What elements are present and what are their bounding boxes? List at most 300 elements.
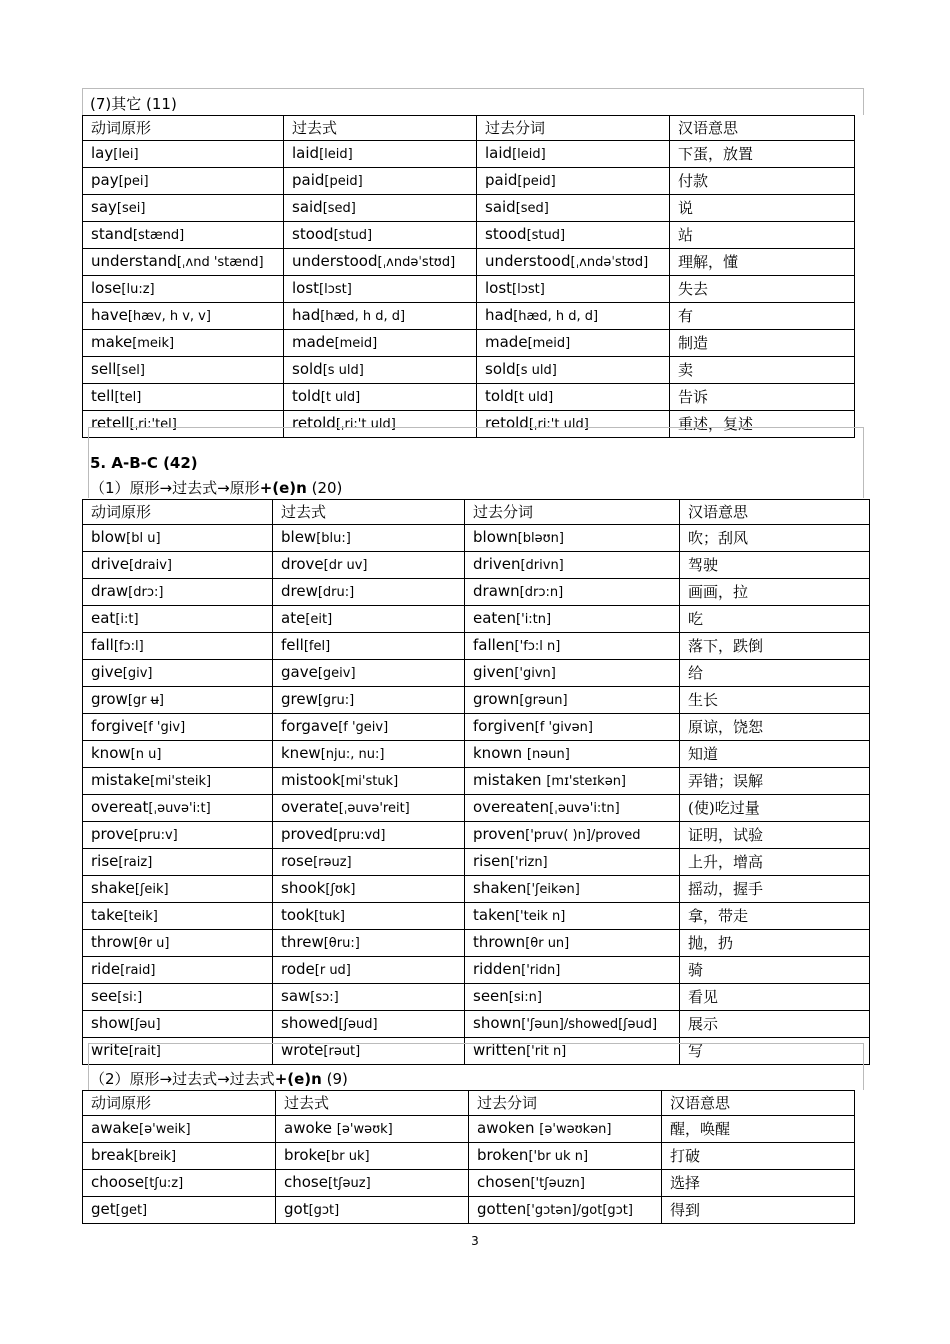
word: drawn <box>473 582 520 600</box>
past-participle-cell <box>465 822 680 849</box>
word: get <box>91 1200 116 1218</box>
chinese-meaning-cell: 说 <box>670 195 855 222</box>
word: throw <box>91 933 134 951</box>
word: grew <box>281 690 318 708</box>
table-row <box>83 687 870 714</box>
phonetic: [fel] <box>303 639 331 654</box>
word: ate <box>281 609 306 627</box>
phonetic: [sed] <box>322 201 356 216</box>
word: thrown <box>473 933 526 951</box>
phonetic: [tʃəuz] <box>327 1176 371 1191</box>
phonetic: [gɔt] <box>308 1203 340 1218</box>
past-participle-cell <box>465 930 680 957</box>
past-participle-cell <box>477 168 670 195</box>
table-row <box>83 357 855 384</box>
word: taken <box>473 906 515 924</box>
chinese-meaning-cell: (使)吃过量 <box>680 795 870 822</box>
word: write <box>91 1041 129 1059</box>
past-participle-cell <box>465 903 680 930</box>
phonetic: [get] <box>115 1203 148 1218</box>
chinese-meaning-cell: 制造 <box>670 330 855 357</box>
base-form-cell <box>83 822 273 849</box>
table-row <box>83 579 870 606</box>
base-form-cell <box>83 384 284 411</box>
phonetic: [ˌəuvə'i:t] <box>148 801 211 816</box>
sub2-heading: （2）原形→过去式→过去式+(e)n (9) <box>90 1070 348 1088</box>
word: awoken <box>477 1119 540 1137</box>
base-form-cell <box>83 903 273 930</box>
phonetic: [pei] <box>118 174 149 189</box>
phonetic: [si:n] <box>508 990 542 1005</box>
section7-frame <box>82 88 864 115</box>
past-participle-cell <box>465 741 680 768</box>
phonetic: [raiz] <box>118 855 153 870</box>
phonetic: [s uld] <box>322 363 364 378</box>
phonetic: [stænd] <box>132 228 185 243</box>
chinese-meaning-cell: 告诉 <box>670 384 855 411</box>
phonetic: [drivn] <box>520 558 564 573</box>
word: gotten <box>477 1200 527 1218</box>
past-tense-cell <box>273 552 465 579</box>
phonetic: [hæd, h d, d] <box>513 309 599 324</box>
phonetic: [i:t] <box>115 612 139 627</box>
word: drive <box>91 555 129 573</box>
base-form-cell <box>83 714 273 741</box>
word: shook <box>281 879 326 897</box>
table-row <box>83 525 870 552</box>
past-tense-cell <box>284 384 477 411</box>
base-form-cell <box>83 357 284 384</box>
word: lose <box>91 279 122 297</box>
chinese-meaning-cell: 知道 <box>680 741 870 768</box>
table-row <box>83 768 870 795</box>
phonetic: [fɔ:l] <box>113 639 144 654</box>
word: overate <box>281 798 339 816</box>
phonetic: ['br uk n] <box>528 1149 589 1164</box>
word: prove <box>91 825 134 843</box>
past-tense-cell <box>273 660 465 687</box>
phonetic: [θru:] <box>323 936 360 951</box>
chinese-meaning-cell: 画画，拉 <box>680 579 870 606</box>
phonetic: [drɔ:n] <box>519 585 564 600</box>
word: understood <box>485 252 571 270</box>
chinese-meaning-cell: 驾驶 <box>680 552 870 579</box>
page-number: 3 <box>471 1234 479 1248</box>
past-participle-cell <box>477 222 670 249</box>
column-header: 过去式 <box>284 116 477 141</box>
section5-title: 5. A-B-C (42) <box>90 454 198 472</box>
phonetic: [s uld] <box>515 363 557 378</box>
base-form-cell <box>83 930 273 957</box>
word: ridden <box>473 960 522 978</box>
word: shake <box>91 879 135 897</box>
base-form-cell <box>83 141 284 168</box>
chinese-meaning-cell: 弄错；误解 <box>680 768 870 795</box>
phonetic: [dr uv] <box>323 558 368 573</box>
word: awoke <box>284 1119 337 1137</box>
chinese-meaning-cell: 卖 <box>670 357 855 384</box>
word: told <box>485 387 514 405</box>
column-header: 汉语意思 <box>680 500 870 525</box>
word: gave <box>281 663 318 681</box>
past-tense-cell <box>273 876 465 903</box>
column-header: 动词原形 <box>83 116 284 141</box>
phonetic: [stud] <box>333 228 373 243</box>
phonetic: [br uk] <box>325 1149 370 1164</box>
phonetic: [hæv, h v, v] <box>127 309 211 324</box>
word: lay <box>91 144 114 162</box>
past-participle-cell <box>477 384 670 411</box>
base-form-cell <box>83 687 273 714</box>
phonetic: [t uld] <box>513 390 554 405</box>
past-tense-cell <box>273 984 465 1011</box>
word: rode <box>281 960 315 978</box>
phonetic: [gr ʉ] <box>127 693 164 708</box>
base-form-cell <box>83 1170 276 1197</box>
phonetic: [leid] <box>319 147 353 162</box>
word: laid <box>485 144 513 162</box>
past-participle-cell <box>477 276 670 303</box>
word: laid <box>292 144 320 162</box>
phonetic: ['fɔ:l n] <box>514 639 561 654</box>
past-participle-cell <box>465 687 680 714</box>
table-row <box>83 876 870 903</box>
phonetic: [stud] <box>526 228 566 243</box>
word: proved <box>281 825 334 843</box>
chinese-meaning-cell: 付款 <box>670 168 855 195</box>
chinese-meaning-cell: 吃 <box>680 606 870 633</box>
word: stood <box>292 225 334 243</box>
column-header: 动词原形 <box>83 1091 276 1116</box>
word: saw <box>281 987 311 1005</box>
word: told <box>292 387 321 405</box>
base-form-cell <box>83 633 273 660</box>
word: known <box>473 744 527 762</box>
phonetic: [pru:vd] <box>333 828 386 843</box>
past-tense-cell <box>284 141 477 168</box>
past-tense-cell <box>273 957 465 984</box>
column-header: 汉语意思 <box>670 116 855 141</box>
word: retold <box>485 414 529 432</box>
word: break <box>91 1146 134 1164</box>
phonetic: [lei] <box>113 147 139 162</box>
base-form-cell <box>83 768 273 795</box>
past-tense-cell <box>284 357 477 384</box>
phonetic: ['pruv( )n]/proved <box>525 828 641 843</box>
word: mistake <box>91 771 151 789</box>
table-row <box>83 276 855 303</box>
word: broke <box>284 1146 326 1164</box>
past-tense-cell <box>284 222 477 249</box>
phonetic: [rəut] <box>323 1044 361 1059</box>
phonetic: [eit] <box>305 612 333 627</box>
phonetic: [rəuz] <box>313 855 352 870</box>
word: retold <box>292 414 336 432</box>
chinese-meaning-cell: 摇动，握手 <box>680 876 870 903</box>
base-form-cell <box>83 1197 276 1224</box>
table-row <box>83 552 870 579</box>
chinese-meaning-cell: 站 <box>670 222 855 249</box>
phonetic: [drɔ:] <box>128 585 164 600</box>
table-row <box>83 957 870 984</box>
phonetic: [f 'geiv] <box>338 720 389 735</box>
word: tell <box>91 387 115 405</box>
word: make <box>91 333 133 351</box>
word: shaken <box>473 879 527 897</box>
base-form-cell <box>83 249 284 276</box>
chinese-meaning-cell: 骑 <box>680 957 870 984</box>
phonetic: [ə'wəʊkən] <box>539 1122 612 1137</box>
phonetic: [mɪ'steɪkən] <box>546 774 627 789</box>
base-form-cell <box>83 957 273 984</box>
chinese-meaning-cell: 吹；刮风 <box>680 525 870 552</box>
chinese-meaning-cell: 看见 <box>680 984 870 1011</box>
word: paid <box>485 171 518 189</box>
chinese-meaning-cell: 落下，跌倒 <box>680 633 870 660</box>
column-header: 过去分词 <box>469 1091 662 1116</box>
past-participle-cell <box>465 876 680 903</box>
chinese-meaning-cell: 证明，试验 <box>680 822 870 849</box>
word: say <box>91 198 117 216</box>
phonetic: [sel] <box>116 363 145 378</box>
word: grown <box>473 690 520 708</box>
phonetic: [ˌri:'tel] <box>129 417 177 432</box>
table-row <box>83 1197 855 1224</box>
word: had <box>292 306 321 324</box>
word: took <box>281 906 314 924</box>
past-participle-cell <box>465 552 680 579</box>
phonetic: [meid] <box>334 336 378 351</box>
phonetic: [f 'giv] <box>143 720 186 735</box>
chinese-meaning-cell: 理解，懂 <box>670 249 855 276</box>
past-participle-cell <box>465 606 680 633</box>
past-tense-cell <box>284 276 477 303</box>
word: stood <box>485 225 527 243</box>
phonetic: [sei] <box>116 201 146 216</box>
word: said <box>485 198 516 216</box>
phonetic: [meik] <box>132 336 175 351</box>
base-form-cell <box>83 525 273 552</box>
past-participle-cell <box>477 357 670 384</box>
word: paid <box>292 171 325 189</box>
word: understood <box>292 252 378 270</box>
word: eat <box>91 609 116 627</box>
past-tense-cell <box>273 930 465 957</box>
word: lost <box>292 279 320 297</box>
phonetic: [breik] <box>133 1149 177 1164</box>
phonetic: [mi'stuk] <box>340 774 399 789</box>
base-form-cell <box>83 552 273 579</box>
table-row <box>83 1011 870 1038</box>
past-participle-cell <box>465 795 680 822</box>
phonetic: ['ʃəun]/showed[ʃəud] <box>521 1017 658 1032</box>
base-form-cell <box>83 330 284 357</box>
past-participle-cell <box>477 141 670 168</box>
word: have <box>91 306 128 324</box>
chinese-meaning-cell: 失去 <box>670 276 855 303</box>
phonetic: ['tʃəuzn] <box>530 1176 585 1191</box>
word: proven <box>473 825 526 843</box>
column-header: 汉语意思 <box>662 1091 855 1116</box>
table-row <box>83 741 870 768</box>
table-row <box>83 795 870 822</box>
phonetic: [ʃʊk] <box>325 882 356 897</box>
chinese-meaning-cell: 原谅，饶恕 <box>680 714 870 741</box>
chinese-meaning-cell: 给 <box>680 660 870 687</box>
phonetic: [hæd, h d, d] <box>320 309 406 324</box>
phonetic: [θr un] <box>525 936 570 951</box>
chinese-meaning-cell: 下蛋，放置 <box>670 141 855 168</box>
chinese-meaning-cell: 写 <box>680 1038 870 1065</box>
phonetic: [grəun] <box>519 693 568 708</box>
table-header-row <box>83 1091 855 1116</box>
past-tense-cell <box>273 903 465 930</box>
word: pay <box>91 171 119 189</box>
word: mistook <box>281 771 341 789</box>
base-form-cell <box>83 741 273 768</box>
phonetic: ['gɔtən]/got[gɔt] <box>526 1203 633 1218</box>
chinese-meaning-cell: 重述，复述 <box>670 411 855 438</box>
column-header: 过去分词 <box>465 500 680 525</box>
phonetic: [ə'weik] <box>139 1122 191 1137</box>
phonetic: [raid] <box>120 963 156 978</box>
table-row <box>83 195 855 222</box>
past-tense-cell <box>273 741 465 768</box>
phonetic: ['givn] <box>514 666 556 681</box>
phonetic: [meid] <box>527 336 571 351</box>
chinese-meaning-cell: 得到 <box>662 1197 855 1224</box>
phonetic: [si:] <box>117 990 143 1005</box>
table-row <box>83 222 855 249</box>
past-tense-cell <box>273 714 465 741</box>
word: given <box>473 663 515 681</box>
phonetic: [ˌəuvə'i:tn] <box>549 801 620 816</box>
past-participle-cell <box>465 768 680 795</box>
past-participle-cell <box>465 984 680 1011</box>
past-tense-cell <box>276 1116 469 1143</box>
word: shown <box>473 1014 522 1032</box>
phonetic: [ˌʌndəˈstʊd] <box>570 255 649 270</box>
word: show <box>91 1014 130 1032</box>
word: threw <box>281 933 324 951</box>
word: had <box>485 306 514 324</box>
table-row <box>83 1116 855 1143</box>
phonetic: ['teik n] <box>514 909 566 924</box>
column-header: 过去式 <box>273 500 465 525</box>
base-form-cell <box>83 195 284 222</box>
word: eaten <box>473 609 517 627</box>
chinese-meaning-cell: 有 <box>670 303 855 330</box>
phonetic: [sɔ:] <box>310 990 339 1005</box>
base-form-cell <box>83 168 284 195</box>
base-form-cell <box>83 1011 273 1038</box>
base-form-cell <box>83 276 284 303</box>
phonetic: [lɔst] <box>512 282 545 297</box>
word: overeat <box>91 798 149 816</box>
phonetic: [leid] <box>512 147 546 162</box>
base-form-cell <box>83 660 273 687</box>
word: drove <box>281 555 324 573</box>
chinese-meaning-cell: 抛，扔 <box>680 930 870 957</box>
past-participle-cell <box>465 579 680 606</box>
phonetic: ['i:tn] <box>516 612 552 627</box>
table-row <box>83 714 870 741</box>
table-row <box>83 141 855 168</box>
past-participle-cell <box>465 633 680 660</box>
phonetic: [lɔst] <box>319 282 352 297</box>
table-row <box>83 849 870 876</box>
chinese-meaning-cell: 醒，唤醒 <box>662 1116 855 1143</box>
phonetic: ['rit n] <box>526 1044 567 1059</box>
table-row <box>83 384 855 411</box>
table-header-row <box>83 116 855 141</box>
word: choose <box>91 1173 145 1191</box>
base-form-cell <box>83 303 284 330</box>
word: draw <box>91 582 129 600</box>
word: fall <box>91 636 114 654</box>
word: rise <box>91 852 119 870</box>
base-form-cell <box>83 1143 276 1170</box>
word: mistaken <box>473 771 547 789</box>
table-row <box>83 168 855 195</box>
word: see <box>91 987 118 1005</box>
phonetic: [peid] <box>517 174 556 189</box>
chinese-meaning-cell: 选择 <box>662 1170 855 1197</box>
phonetic: [tuk] <box>313 909 345 924</box>
word: grow <box>91 690 128 708</box>
phonetic: [bl u] <box>126 531 161 546</box>
base-form-cell <box>83 1116 276 1143</box>
phonetic: [ə'wəʊk] <box>336 1122 393 1137</box>
phonetic: ['ridn] <box>521 963 561 978</box>
word: forgiven <box>473 717 535 735</box>
base-form-cell <box>83 222 284 249</box>
word: got <box>284 1200 309 1218</box>
phonetic: [rait] <box>128 1044 161 1059</box>
past-participle-cell <box>465 1011 680 1038</box>
past-participle-cell <box>465 714 680 741</box>
word: risen <box>473 852 510 870</box>
phonetic: [n u] <box>130 747 162 762</box>
past-participle-cell <box>469 1170 662 1197</box>
word: drew <box>281 582 318 600</box>
column-header: 过去分词 <box>477 116 670 141</box>
past-tense-cell <box>276 1197 469 1224</box>
word: sell <box>91 360 117 378</box>
word: written <box>473 1041 527 1059</box>
word: sold <box>292 360 323 378</box>
word: said <box>292 198 323 216</box>
chinese-meaning-cell: 打破 <box>662 1143 855 1170</box>
phonetic: [ʃəu] <box>129 1017 161 1032</box>
phonetic: [r ud] <box>314 963 351 978</box>
table-row <box>83 930 870 957</box>
past-participle-cell <box>465 849 680 876</box>
phonetic: [teik] <box>123 909 158 924</box>
past-participle-cell <box>465 525 680 552</box>
word: made <box>292 333 335 351</box>
phonetic: [peid] <box>324 174 363 189</box>
phonetic: [bləʊn] <box>517 531 564 546</box>
past-participle-cell <box>469 1143 662 1170</box>
word: stand <box>91 225 133 243</box>
past-tense-cell <box>284 168 477 195</box>
word: rose <box>281 852 314 870</box>
past-tense-cell <box>276 1143 469 1170</box>
word: driven <box>473 555 521 573</box>
word: retell <box>91 414 130 432</box>
phonetic: [draiv] <box>128 558 172 573</box>
